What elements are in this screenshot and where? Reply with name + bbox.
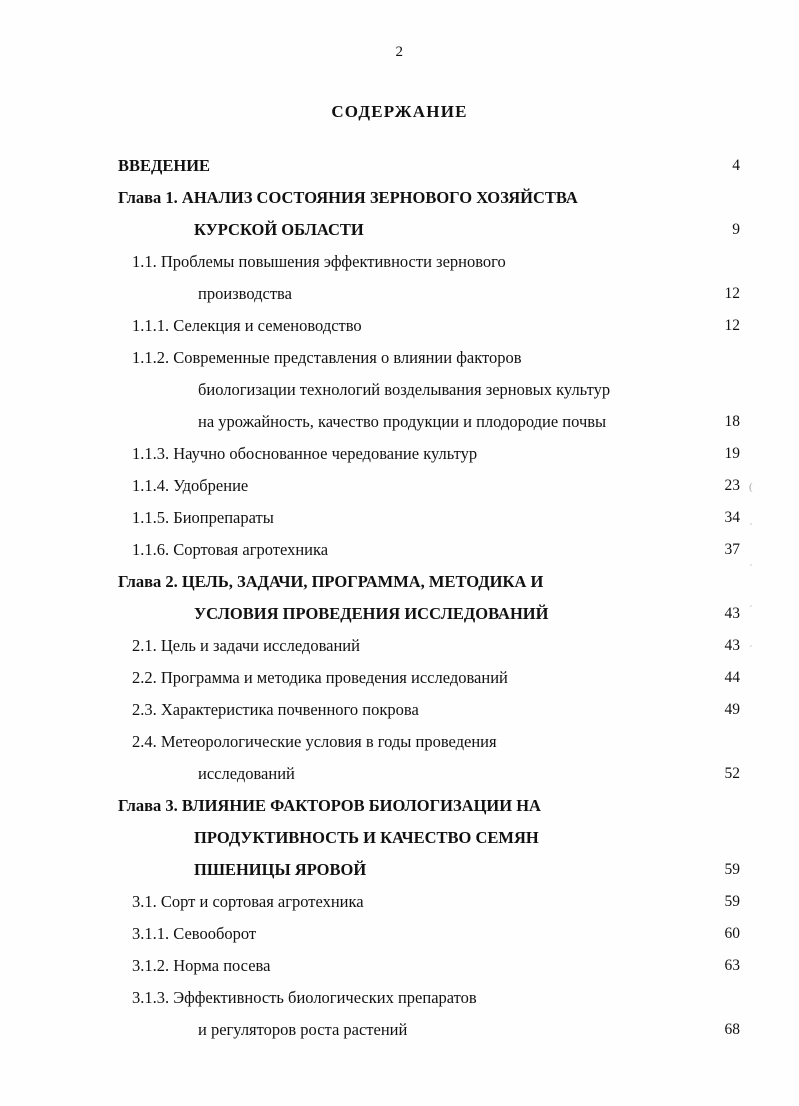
toc-entry-line: и регуляторов роста растений [198, 1020, 408, 1039]
toc-entry-text [118, 150, 210, 182]
toc-entry[interactable] [118, 886, 740, 918]
toc-entry-line: 3.1.1. Севооборот [132, 924, 257, 943]
toc-entry-line: на урожайность, качество продукции и плодородие почвы [198, 412, 607, 431]
toc-entry-text [118, 918, 256, 950]
toc-entry-text [118, 246, 506, 310]
toc-entry-line: 1.1. Проблемы повышения эффективности зернового [132, 252, 506, 271]
toc-entry[interactable] [118, 150, 740, 182]
toc-entry-line: 1.1.5. Биопрепараты [132, 508, 274, 527]
toc-entry-page-number: 59 [724, 893, 740, 910]
toc-entry-page-number: 49 [724, 701, 740, 718]
toc-entry-page-number: 43 [724, 637, 740, 654]
toc-entry-text [118, 534, 328, 566]
toc-entry-page-number: 4 [732, 157, 740, 174]
toc-entry-line: 3.1. Сорт и сортовая агротехника [132, 892, 364, 911]
toc-entry[interactable] [118, 438, 740, 470]
toc-entry-line: 1.1.3. Научно обоснованное чередование культур [132, 444, 478, 463]
toc-entry[interactable] [118, 790, 740, 886]
page-title: СОДЕРЖАНИЕ [331, 102, 468, 121]
toc-entry-page-number: 52 [724, 765, 740, 782]
toc-entry-line: Глава 2. ЦЕЛЬ, ЗАДАЧИ, ПРОГРАММА, МЕТОДИКА И [118, 572, 544, 591]
toc-entry-text [118, 566, 548, 630]
toc-entry-text [118, 662, 508, 694]
toc-entry-line: биологизации технологий возделывания зерновых культур [198, 380, 611, 399]
toc-entry-line: 1.1.1. Селекция и семеноводство [132, 316, 362, 335]
toc-entry[interactable] [118, 918, 740, 950]
margin-scan-marks [749, 480, 763, 684]
toc-entry-line: ВВЕДЕНИЕ [118, 156, 211, 175]
toc-entry-line: 2.3. Характеристика почвенного покрова [132, 700, 419, 719]
toc-entry-text [118, 982, 477, 1046]
toc-entry-page-number: 43 [724, 605, 740, 622]
toc-entry[interactable] [118, 726, 740, 790]
scan-artifact: ( [749, 481, 753, 493]
toc-entry-text [118, 790, 541, 886]
toc-entry-line: 1.1.6. Сортовая агротехника [132, 540, 329, 559]
scan-artifact: ´ [749, 562, 753, 575]
scan-artifact: ´ [749, 521, 753, 534]
toc-entry-text [118, 630, 360, 662]
toc-entry-text [118, 182, 578, 246]
toc-entry[interactable] [118, 950, 740, 982]
toc-entry-page-number: 34 [724, 509, 740, 526]
toc-entry[interactable] [118, 310, 740, 342]
toc-entry-text [118, 438, 477, 470]
toc-entry-page-number: 59 [724, 861, 740, 878]
toc-entry-page-number: 44 [724, 669, 740, 686]
toc-entry[interactable] [118, 534, 740, 566]
toc-entry-text [118, 726, 497, 790]
toc-entry-page-number: 12 [724, 317, 740, 334]
toc-entry-text [118, 950, 270, 982]
toc-entry[interactable] [118, 694, 740, 726]
toc-entry[interactable] [118, 502, 740, 534]
toc-entry-text [118, 694, 419, 726]
toc-entry-line: 3.1.2. Норма посева [132, 956, 271, 975]
toc-entry-text [118, 470, 248, 502]
toc-entry-line: исследований [198, 764, 295, 783]
toc-entry-line: 1.1.2. Современные представления о влиянии факторов [132, 348, 522, 367]
toc-entry[interactable] [118, 342, 740, 438]
toc-entry-page-number: 12 [724, 285, 740, 302]
toc-entry-line: 3.1.3. Эффективность биологических препаратов [132, 988, 477, 1007]
page-number: 2 [395, 44, 404, 60]
toc-entry[interactable] [118, 182, 740, 246]
toc-entry-page-number: 63 [724, 957, 740, 974]
toc-entry[interactable] [118, 246, 740, 310]
toc-entry-page-number: 68 [724, 1021, 740, 1038]
toc-entry-text [118, 502, 274, 534]
toc-entry-line: ПРОДУКТИВНОСТЬ И КАЧЕСТВО СЕМЯН [194, 828, 539, 847]
scan-artifact: ´ [749, 644, 753, 657]
toc-entry-line: производства [198, 284, 292, 303]
toc-entry-text [118, 886, 364, 918]
toc-entry-page-number: 19 [724, 445, 740, 462]
toc-entry-line: Глава 1. АНАЛИЗ СОСТОЯНИЯ ЗЕРНОВОГО ХОЗЯЙСТВА [118, 188, 578, 207]
table-of-contents [118, 150, 740, 1046]
toc-entry-page-number: 18 [724, 413, 740, 430]
toc-entry-line: КУРСКОЙ ОБЛАСТИ [194, 220, 364, 239]
toc-entry-line: 2.2. Программа и методика проведения исследований [132, 668, 508, 687]
toc-entry-line: 1.1.4. Удобрение [132, 476, 249, 495]
toc-entry-text [118, 310, 362, 342]
toc-entry[interactable] [118, 982, 740, 1046]
scan-artifact: ´ [749, 603, 753, 616]
toc-entry-text [118, 342, 610, 438]
toc-entry[interactable] [118, 470, 740, 502]
toc-entry-page-number: 9 [732, 221, 740, 238]
toc-entry-line: 2.1. Цель и задачи исследований [132, 636, 360, 655]
toc-entry-line: 2.4. Метеорологические условия в годы проведения [132, 732, 497, 751]
toc-entry-line: ПШЕНИЦЫ ЯРОВОЙ [194, 860, 367, 879]
toc-entry[interactable] [118, 662, 740, 694]
toc-entry-line: УСЛОВИЯ ПРОВЕДЕНИЯ ИССЛЕДОВАНИЙ [194, 604, 549, 623]
toc-entry[interactable] [118, 630, 740, 662]
toc-entry-page-number: 37 [724, 541, 740, 558]
toc-entry-line: Глава 3. ВЛИЯНИЕ ФАКТОРОВ БИОЛОГИЗАЦИИ НА [118, 796, 541, 815]
toc-entry[interactable] [118, 566, 740, 630]
toc-entry-page-number: 60 [724, 925, 740, 942]
toc-entry-page-number: 23 [724, 477, 740, 494]
